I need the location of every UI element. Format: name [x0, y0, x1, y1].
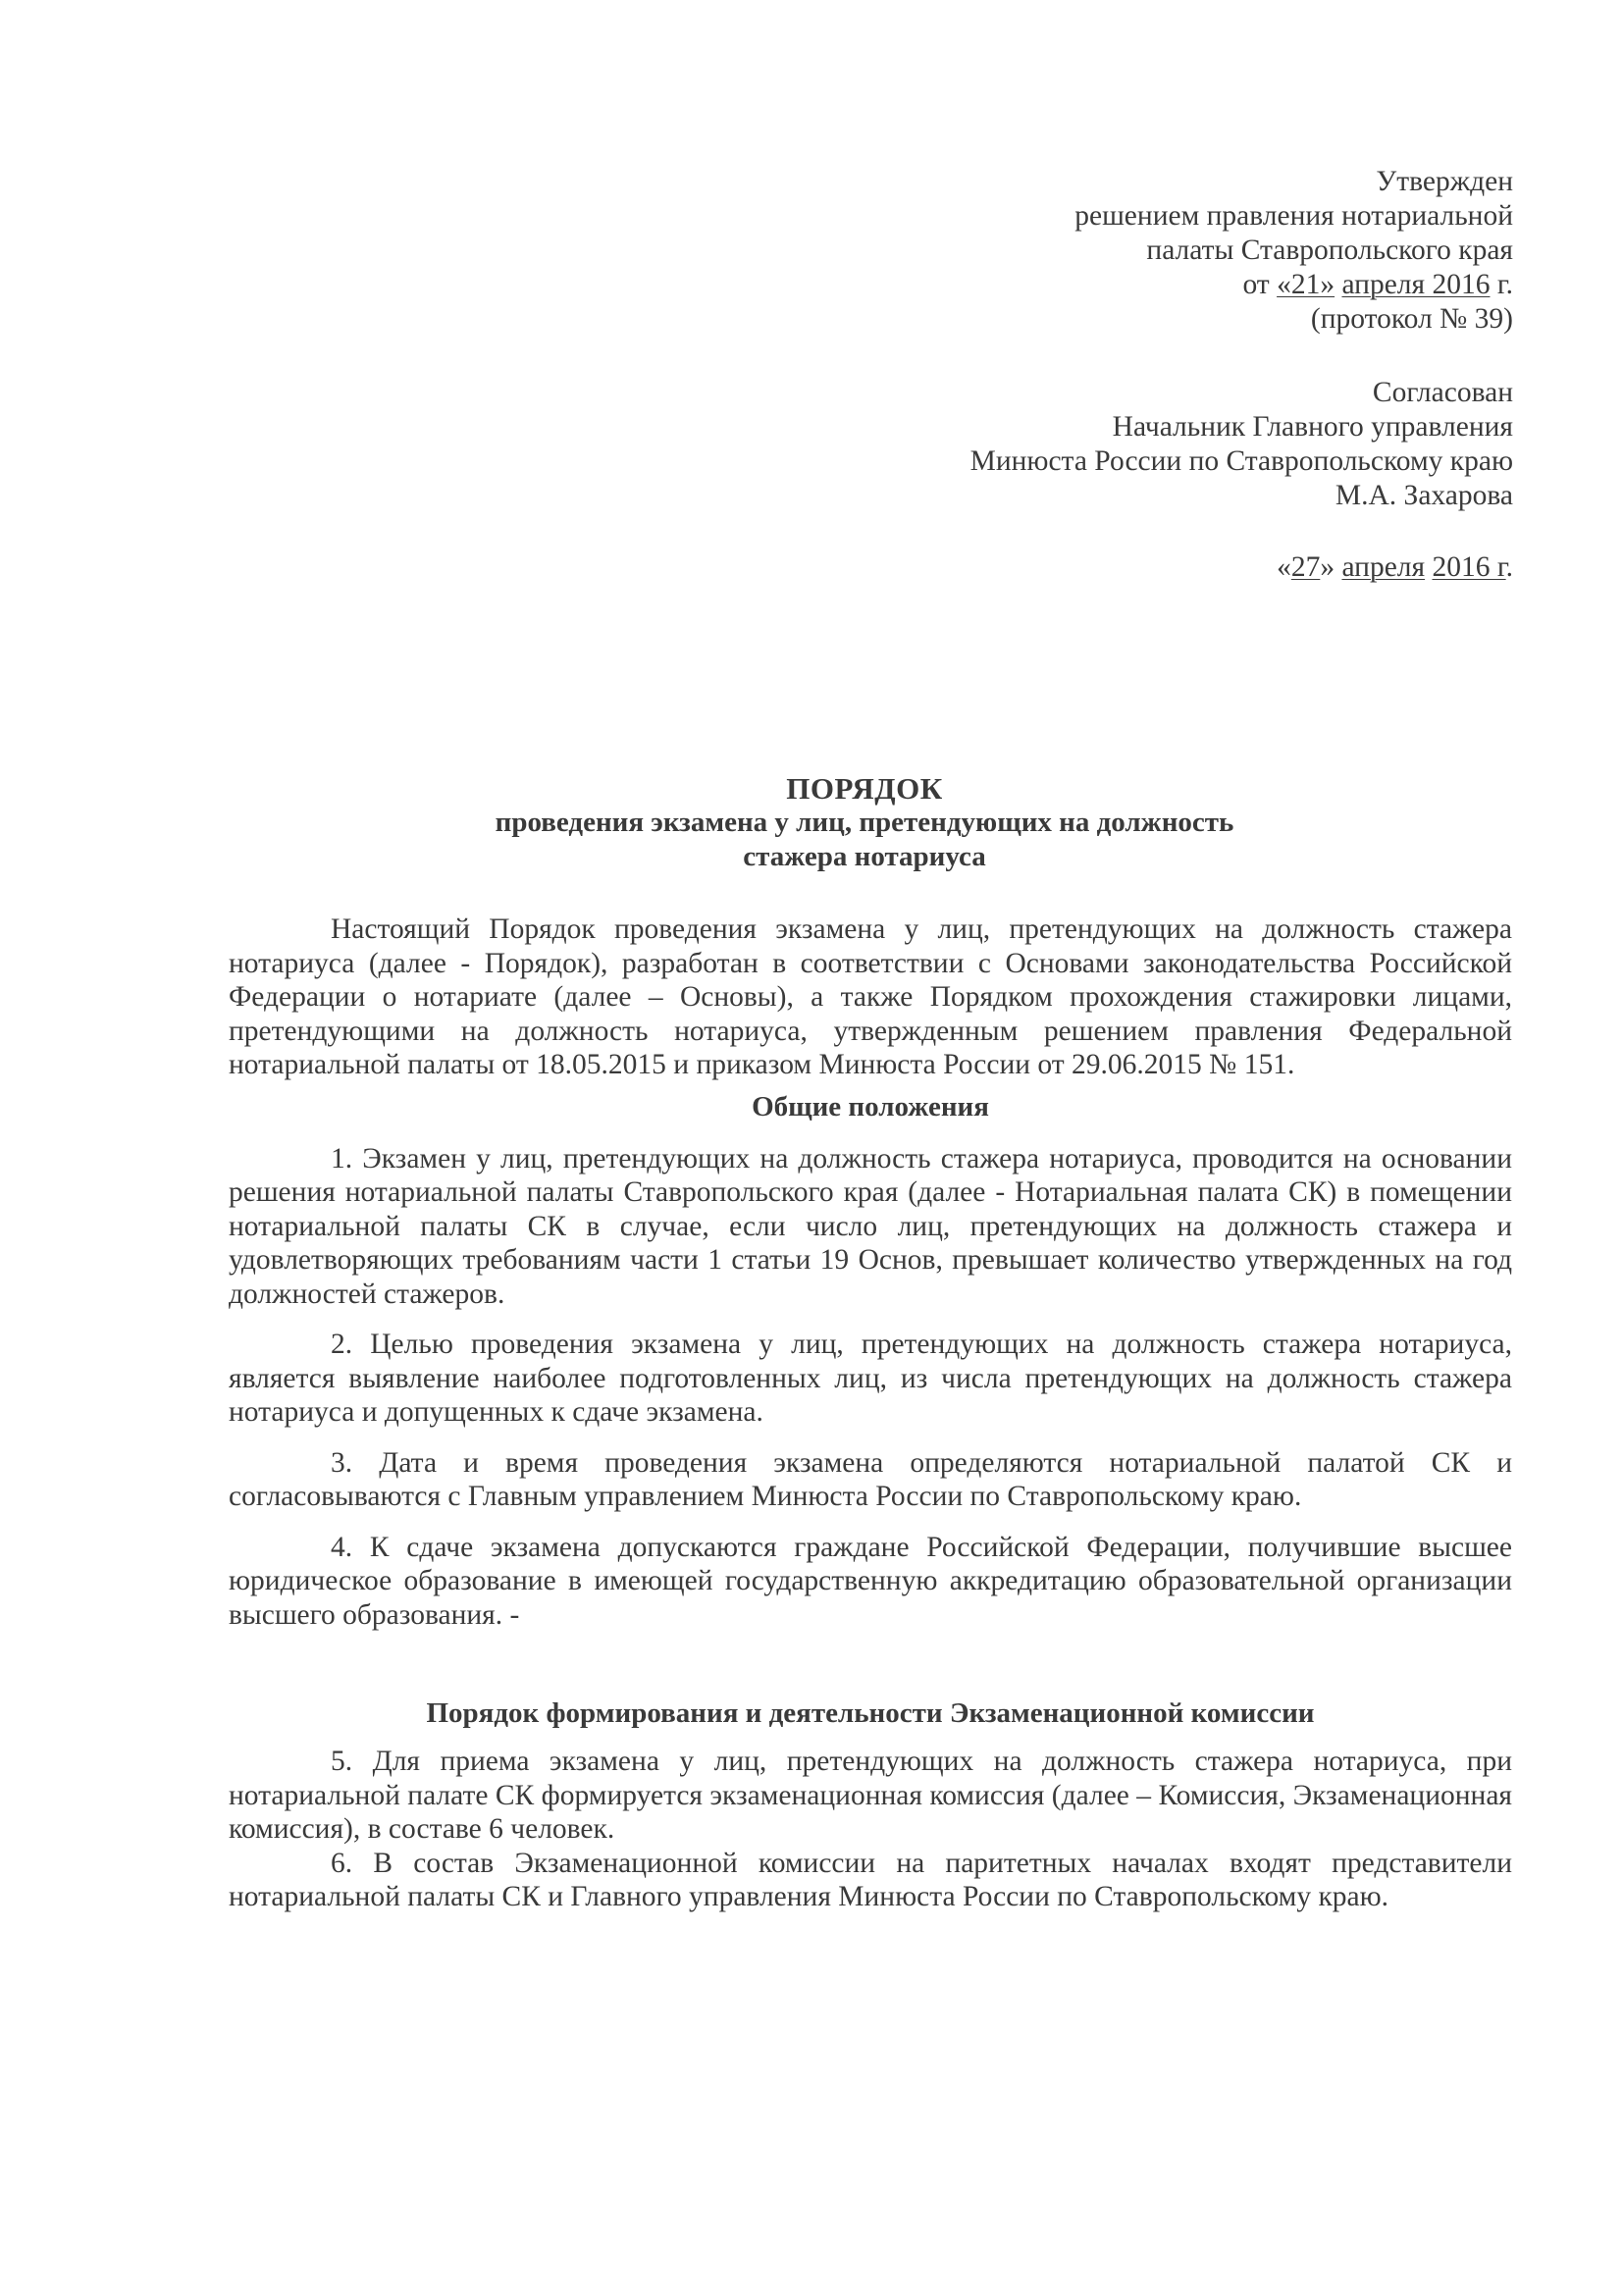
section-heading: Порядок формирования и деятельности Экзаменационной комиссии: [426, 1697, 1315, 1729]
paragraph: 1. Экзамен у лиц, претендующих на должность стажера нотариуса, проводится на основании решения нотариальной палаты Ставропольского края (далее - Нотариальная палата СК) в помещении нотариальной палаты СК в случае, если число лиц, претендующих на должность стажера и удовлетворяющих требованиям части 1 статьи 19 Основ, превышает количество утвержденных на год должностей стажеров.: [229, 1142, 1512, 1310]
approved-line: решением правления нотариальной: [1074, 200, 1513, 232]
date-day: 27: [1290, 551, 1321, 583]
agreed-date: [728, 550, 1513, 585]
date-month: апреля: [1341, 551, 1426, 583]
document-body: [229, 913, 1512, 1914]
title-subtitle: стажера нотариуса: [743, 841, 986, 872]
approval-block: [728, 165, 1513, 585]
approved-date: [728, 268, 1513, 302]
date-prefix: от: [1242, 269, 1270, 300]
document-title: [216, 771, 1513, 874]
date-suffix: г.: [1496, 269, 1513, 300]
date-month-year: апреля 2016: [1341, 269, 1491, 300]
quote-open: «: [1277, 551, 1291, 583]
date-end: .: [1505, 551, 1513, 583]
paragraph: 5. Для приема экзамена у лиц, претендующих на должность стажера нотариуса, при нотариальной палате СК формируется экзаменационная комиссия (далее – Комиссия, Экзаменационная комиссия), в составе 6 человек.: [229, 1746, 1512, 1845]
date-day: «21»: [1277, 269, 1335, 300]
title-main: ПОРЯДОК: [786, 771, 943, 806]
intro-paragraph: Настоящий Порядок проведения экзамена у лиц, претендующих на должность стажера нотариуса (далее - Порядок), разработан в соответствии с Основами законодательства Российской Федерации о нотариате (далее – Основы), а также Порядком прохождения стажировки лицами, претендующими на должность нотариуса, утвержденным решением правления Федеральной нотариальной палаты от 18.05.2015 и приказом Минюста России от 29.06.2015 № 151.: [229, 913, 1512, 1080]
agreed-line: Минюста России по Ставропольскому краю: [969, 445, 1513, 477]
paragraph: 6. В состав Экзаменационной комиссии на паритетных началах входят представители нотариальной палаты СК и Главного управления Минюста России по Ставропольскому краю.: [229, 1847, 1512, 1912]
agreed-line: Начальник Главного управления: [1112, 411, 1513, 443]
approved-line: палаты Ставропольского края: [1146, 235, 1513, 266]
quote-close: »: [1320, 551, 1335, 583]
signatory-name: М.А. Захарова: [1335, 480, 1513, 511]
title-subtitle: проведения экзамена у лиц, претендующих на должность: [495, 807, 1234, 838]
paragraph: 2. Целью проведения экзамена у лиц, претендующих на должность стажера нотариуса, является выявление наиболее подготовленных лиц, из числа претендующих на должность стажера нотариуса и допущенных к сдаче экзамена.: [229, 1329, 1512, 1428]
protocol-number: (протокол № 39): [1310, 303, 1513, 335]
section-heading: Общие положения: [752, 1090, 989, 1122]
date-year: 2016 г: [1432, 551, 1506, 583]
approved-heading: Утвержден: [1376, 166, 1513, 197]
agreed-heading: Согласован: [1372, 377, 1513, 408]
paragraph: 3. Дата и время проведения экзамена определяются нотариальной палатой СК и согласовываются с Главным управлением Минюста России по Ставропольскому краю.: [229, 1446, 1512, 1512]
paragraph: 4. К сдаче экзамена допускаются граждане Российской Федерации, получившие высшее юридическое образование в имеющей государственную аккредитацию образовательной организации высшего образования. -: [229, 1531, 1512, 1631]
